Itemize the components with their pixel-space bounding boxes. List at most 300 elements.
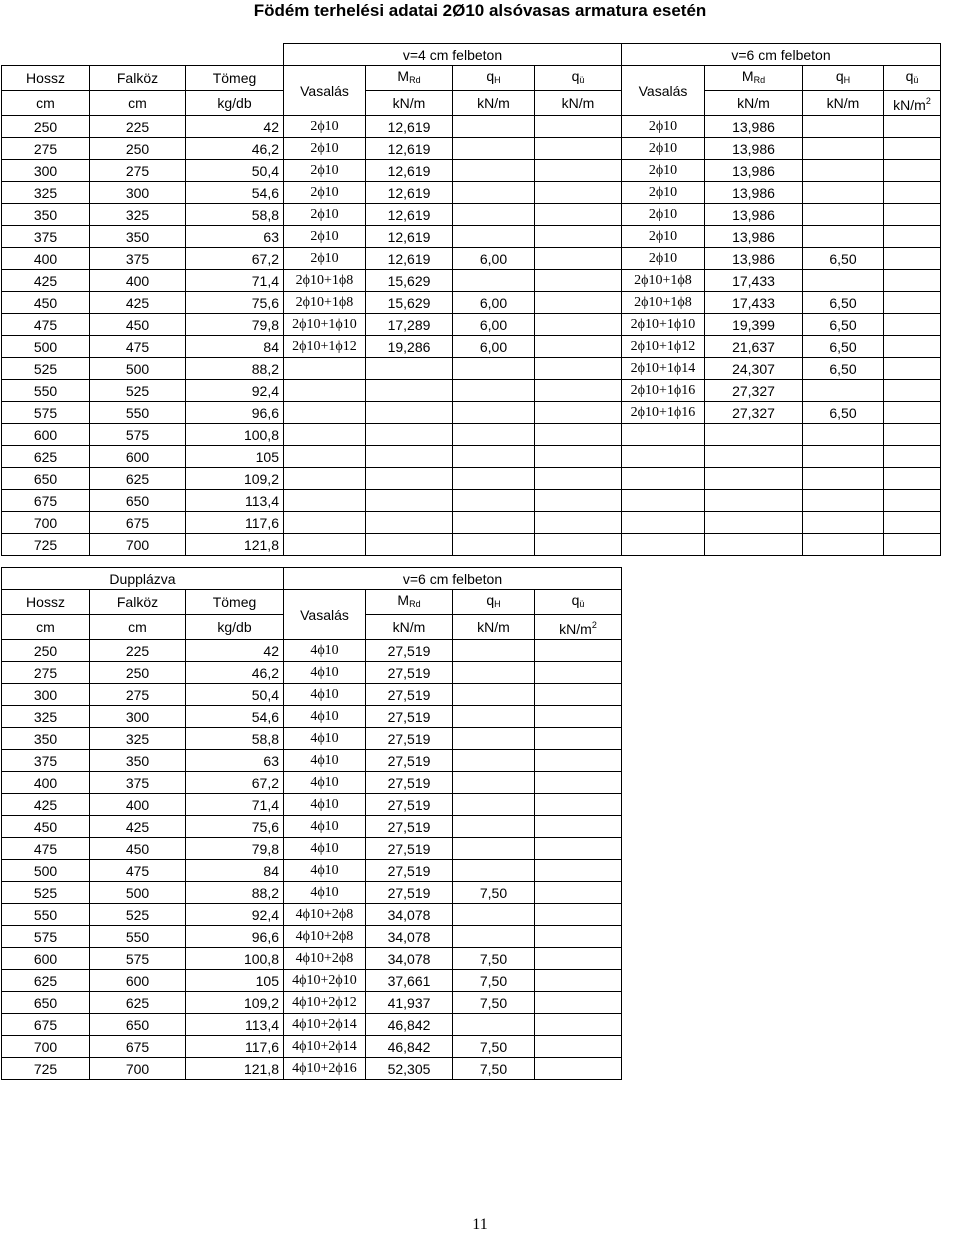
cell-hossz: 575	[2, 402, 90, 424]
table-row	[2, 882, 622, 904]
table-row	[2, 468, 941, 490]
cell-falkoz: 250	[90, 662, 186, 684]
cell-vasalas: 4ϕ10+2ϕ10	[284, 970, 366, 992]
cell-hossz: 325	[2, 706, 90, 728]
cell-vasalas-v6: 2ϕ10+1ϕ16	[622, 380, 705, 402]
table-row	[2, 728, 622, 750]
cell-qh	[453, 750, 535, 772]
cell-qh-v4	[453, 512, 535, 534]
cell-vasalas-v6	[622, 446, 705, 468]
cell-qu-v4	[535, 424, 622, 446]
cell-qu-v4	[535, 490, 622, 512]
cell-tomeg: 42	[186, 640, 284, 662]
cell-falkoz: 550	[90, 402, 186, 424]
cell-mrd: 27,519	[366, 794, 453, 816]
cell-falkoz: 625	[90, 992, 186, 1014]
cell-qu-v6	[884, 226, 941, 248]
cell-qu-v6	[884, 160, 941, 182]
cell-hossz: 600	[2, 948, 90, 970]
cell-vasalas-v6: 2ϕ10	[622, 138, 705, 160]
cell-qu	[535, 728, 622, 750]
cell-qu	[535, 882, 622, 904]
cell-mrd: 34,078	[366, 904, 453, 926]
cell-vasalas-v6: 2ϕ10+1ϕ8	[622, 270, 705, 292]
cell-falkoz: 400	[90, 270, 186, 292]
cell-qu-v4	[535, 270, 622, 292]
table-row	[2, 402, 941, 424]
cell-vasalas: 4ϕ10+2ϕ16	[284, 1058, 366, 1080]
cell-qu-v4	[535, 380, 622, 402]
cell-falkoz: 225	[90, 116, 186, 138]
table-row	[2, 1014, 622, 1036]
cell-tomeg: 88,2	[186, 358, 284, 380]
cell-qh: 7,50	[453, 970, 535, 992]
cell-vasalas: 4ϕ10	[284, 794, 366, 816]
cell-mrd-v6: 24,307	[705, 358, 803, 380]
cell-mrd: 27,519	[366, 640, 453, 662]
cell-mrd-v4: 12,619	[366, 226, 453, 248]
table-row	[2, 750, 622, 772]
cell-tomeg: 84	[186, 336, 284, 358]
cell-vasalas: 4ϕ10	[284, 838, 366, 860]
cell-qu	[535, 750, 622, 772]
cell-qu-v4	[535, 512, 622, 534]
cell-mrd: 34,078	[366, 948, 453, 970]
cell-qu-v6	[884, 446, 941, 468]
cell-qh-v4: 6,00	[453, 292, 535, 314]
col-header-vasalas-v4: Vasalás	[284, 66, 366, 116]
cell-qu-v4	[535, 116, 622, 138]
cell-vasalas: 4ϕ10	[284, 816, 366, 838]
cell-qh-v6	[803, 468, 884, 490]
cell-falkoz: 675	[90, 1036, 186, 1058]
cell-hossz: 700	[2, 1036, 90, 1058]
cell-tomeg: 100,8	[186, 948, 284, 970]
cell-qh-v4	[453, 160, 535, 182]
table-row	[2, 1036, 622, 1058]
cell-falkoz: 600	[90, 970, 186, 992]
cell-vasalas-v6: 2ϕ10+1ϕ14	[622, 358, 705, 380]
cell-mrd-v4	[366, 424, 453, 446]
cell-hossz: 550	[2, 380, 90, 402]
cell-qh-v4	[453, 182, 535, 204]
cell-tomeg: 63	[186, 226, 284, 248]
unit-mrd-v4: kN/m	[366, 91, 453, 116]
cell-mrd: 27,519	[366, 772, 453, 794]
cell-qh-v4: 6,00	[453, 314, 535, 336]
cell-qh: 7,50	[453, 1058, 535, 1080]
cell-mrd-v6: 13,986	[705, 204, 803, 226]
cell-falkoz: 425	[90, 816, 186, 838]
col-header-hossz: Hossz	[2, 590, 90, 615]
cell-tomeg: 79,8	[186, 838, 284, 860]
table-row	[2, 992, 622, 1014]
cell-vasalas-v4: 2ϕ10+1ϕ8	[284, 270, 366, 292]
cell-vasalas-v6: 2ϕ10+1ϕ10	[622, 314, 705, 336]
cell-qh	[453, 816, 535, 838]
cell-vasalas-v4	[284, 402, 366, 424]
cell-qu-v4	[535, 248, 622, 270]
cell-qh-v4	[453, 534, 535, 556]
col-header-falkoz: Falköz	[90, 66, 186, 91]
cell-vasalas-v4: 2ϕ10+1ϕ10	[284, 314, 366, 336]
cell-qh: 7,50	[453, 948, 535, 970]
cell-tomeg: 88,2	[186, 882, 284, 904]
page-title: Födém terhelési adatai 2Ø10 alsóvasas armatura esetén	[253, 1, 707, 20]
table-row	[2, 160, 941, 182]
cell-qh-v6	[803, 380, 884, 402]
cell-qu-v4	[535, 314, 622, 336]
table-row	[2, 204, 941, 226]
cell-qu	[535, 860, 622, 882]
cell-tomeg: 58,8	[186, 204, 284, 226]
table-row	[2, 314, 941, 336]
cell-qh-v6: 6,50	[803, 358, 884, 380]
cell-mrd-v6	[705, 490, 803, 512]
cell-mrd-v4: 17,289	[366, 314, 453, 336]
cell-mrd: 27,519	[366, 860, 453, 882]
cell-vasalas-v6: 2ϕ10+1ϕ8	[622, 292, 705, 314]
cell-vasalas-v4: 2ϕ10	[284, 182, 366, 204]
cell-mrd: 46,842	[366, 1014, 453, 1036]
cell-mrd-v6: 27,327	[705, 380, 803, 402]
cell-qh-v6: 6,50	[803, 336, 884, 358]
cell-qu-v4	[535, 292, 622, 314]
cell-hossz: 725	[2, 1058, 90, 1080]
cell-hossz: 625	[2, 970, 90, 992]
cell-mrd: 37,661	[366, 970, 453, 992]
cell-qh-v6: 6,50	[803, 402, 884, 424]
col-header-qh-v4: $q_H$	[453, 66, 535, 91]
cell-tomeg: 58,8	[186, 728, 284, 750]
cell-mrd-v4: 15,629	[366, 292, 453, 314]
cell-qu-v6	[884, 380, 941, 402]
cell-tomeg: 63	[186, 750, 284, 772]
cell-mrd-v4: 12,619	[366, 248, 453, 270]
cell-hossz: 375	[2, 750, 90, 772]
cell-vasalas-v4	[284, 490, 366, 512]
cell-qu-v6	[884, 204, 941, 226]
cell-falkoz: 625	[90, 468, 186, 490]
cell-mrd: 27,519	[366, 816, 453, 838]
cell-hossz: 425	[2, 794, 90, 816]
cell-hossz: 600	[2, 424, 90, 446]
cell-hossz: 550	[2, 904, 90, 926]
cell-vasalas-v4	[284, 358, 366, 380]
cell-tomeg: 84	[186, 860, 284, 882]
table-row	[2, 684, 622, 706]
cell-vasalas-v4	[284, 534, 366, 556]
cell-qu-v6	[884, 424, 941, 446]
cell-mrd: 46,842	[366, 1036, 453, 1058]
cell-mrd-v6: 13,986	[705, 248, 803, 270]
cell-vasalas: 4ϕ10	[284, 772, 366, 794]
unit-falkoz: cm	[90, 91, 186, 116]
cell-qh-v4	[453, 358, 535, 380]
table-group-header-row	[2, 568, 622, 590]
cell-qu	[535, 904, 622, 926]
col-header-qh: $q_H$	[453, 590, 535, 615]
table-row	[2, 446, 941, 468]
cell-qh	[453, 662, 535, 684]
cell-qh-v6	[803, 138, 884, 160]
cell-mrd-v6	[705, 424, 803, 446]
cell-hossz: 450	[2, 292, 90, 314]
cell-mrd: 27,519	[366, 662, 453, 684]
cell-hossz: 350	[2, 728, 90, 750]
cell-vasalas: 4ϕ10	[284, 750, 366, 772]
cell-qh	[453, 772, 535, 794]
cell-vasalas: 4ϕ10	[284, 662, 366, 684]
cell-hossz: 250	[2, 116, 90, 138]
cell-falkoz: 650	[90, 490, 186, 512]
cell-qh-v6	[803, 160, 884, 182]
table-row	[2, 860, 622, 882]
cell-qu-v4	[535, 160, 622, 182]
cell-vasalas: 4ϕ10+2ϕ8	[284, 926, 366, 948]
table-row	[2, 116, 941, 138]
table-unit-row	[2, 91, 941, 116]
cell-qu-v6	[884, 270, 941, 292]
cell-qu	[535, 838, 622, 860]
table-row	[2, 358, 941, 380]
cell-mrd-v6: 13,986	[705, 138, 803, 160]
cell-qh-v6	[803, 424, 884, 446]
cell-mrd: 27,519	[366, 838, 453, 860]
cell-tomeg: 71,4	[186, 270, 284, 292]
cell-vasalas-v4: 2ϕ10	[284, 226, 366, 248]
table-row	[2, 816, 622, 838]
table-row	[2, 904, 622, 926]
table-row	[2, 270, 941, 292]
cell-qh-v6: 6,50	[803, 248, 884, 270]
cell-vasalas-v6: 2ϕ10	[622, 160, 705, 182]
cell-qh	[453, 838, 535, 860]
table-row	[2, 248, 941, 270]
cell-qu-v6	[884, 138, 941, 160]
table-row	[2, 292, 941, 314]
cell-hossz: 425	[2, 270, 90, 292]
cell-falkoz: 325	[90, 728, 186, 750]
table-row	[2, 640, 622, 662]
cell-vasalas-v4: 2ϕ10	[284, 160, 366, 182]
cell-falkoz: 650	[90, 1014, 186, 1036]
cell-qh	[453, 904, 535, 926]
cell-hossz: 400	[2, 772, 90, 794]
cell-falkoz: 450	[90, 838, 186, 860]
cell-falkoz: 425	[90, 292, 186, 314]
cell-mrd: 34,078	[366, 926, 453, 948]
unit-qu-v6: $kN/m^2$	[884, 91, 941, 116]
cell-vasalas-v4: 2ϕ10	[284, 248, 366, 270]
cell-falkoz: 600	[90, 446, 186, 468]
cell-hossz: 275	[2, 138, 90, 160]
cell-mrd-v6: 21,637	[705, 336, 803, 358]
cell-falkoz: 525	[90, 380, 186, 402]
cell-mrd-v4: 12,619	[366, 116, 453, 138]
cell-falkoz: 500	[90, 882, 186, 904]
cell-qh-v6	[803, 490, 884, 512]
cell-mrd: 27,519	[366, 882, 453, 904]
cell-tomeg: 109,2	[186, 468, 284, 490]
cell-qh	[453, 728, 535, 750]
unit-qu-v4: kN/m	[535, 91, 622, 116]
cell-falkoz: 300	[90, 706, 186, 728]
cell-tomeg: 121,8	[186, 534, 284, 556]
cell-mrd: 41,937	[366, 992, 453, 1014]
cell-tomeg: 50,4	[186, 160, 284, 182]
cell-qu	[535, 816, 622, 838]
cell-falkoz: 550	[90, 926, 186, 948]
cell-vasalas-v6: 2ϕ10	[622, 204, 705, 226]
cell-vasalas-v4	[284, 468, 366, 490]
cell-vasalas-v4: 2ϕ10+1ϕ8	[284, 292, 366, 314]
cell-qu	[535, 970, 622, 992]
col-header-qu: $q_ü$	[535, 590, 622, 615]
cell-mrd-v6: 13,986	[705, 226, 803, 248]
cell-falkoz: 225	[90, 640, 186, 662]
cell-mrd-v4: 12,619	[366, 204, 453, 226]
unit-falkoz: cm	[90, 615, 186, 640]
cell-vasalas-v6: 2ϕ10	[622, 182, 705, 204]
cell-vasalas-v6	[622, 424, 705, 446]
cell-vasalas: 4ϕ10+2ϕ12	[284, 992, 366, 1014]
cell-mrd-v4	[366, 512, 453, 534]
cell-hossz: 475	[2, 838, 90, 860]
cell-qu	[535, 926, 622, 948]
cell-vasalas-v6	[622, 490, 705, 512]
table-row	[2, 182, 941, 204]
table-row	[2, 662, 622, 684]
cell-falkoz: 275	[90, 684, 186, 706]
cell-hossz: 575	[2, 926, 90, 948]
cell-tomeg: 113,4	[186, 490, 284, 512]
col-header-tomeg: Tömeg	[186, 590, 284, 615]
cell-qu-v6	[884, 402, 941, 424]
table-group-header-row	[2, 44, 941, 66]
cell-mrd-v6: 13,986	[705, 116, 803, 138]
cell-qh: 7,50	[453, 992, 535, 1014]
page-number: 11	[472, 1216, 488, 1233]
cell-hossz: 300	[2, 160, 90, 182]
cell-hossz: 500	[2, 336, 90, 358]
cell-vasalas: 4ϕ10	[284, 860, 366, 882]
col-header-qu-v4: $q_ü$	[535, 66, 622, 91]
cell-qu-v6	[884, 468, 941, 490]
cell-mrd: 27,519	[366, 750, 453, 772]
cell-qh-v4	[453, 380, 535, 402]
cell-mrd-v6: 13,986	[705, 160, 803, 182]
cell-qh-v6	[803, 270, 884, 292]
cell-tomeg: 96,6	[186, 402, 284, 424]
cell-tomeg: 121,8	[186, 1058, 284, 1080]
table-load-data-2phi10	[1, 43, 941, 556]
cell-falkoz: 700	[90, 1058, 186, 1080]
cell-qh: 7,50	[453, 1036, 535, 1058]
cell-hossz: 375	[2, 226, 90, 248]
cell-qu	[535, 794, 622, 816]
cell-hossz: 675	[2, 490, 90, 512]
cell-qh-v6	[803, 534, 884, 556]
cell-hossz: 450	[2, 816, 90, 838]
cell-hossz: 525	[2, 882, 90, 904]
cell-mrd-v4: 12,619	[366, 182, 453, 204]
col-header-vasalas: Vasalás	[284, 590, 366, 640]
cell-falkoz: 575	[90, 424, 186, 446]
cell-falkoz: 275	[90, 160, 186, 182]
cell-qh-v4	[453, 204, 535, 226]
cell-qu-v6	[884, 292, 941, 314]
cell-mrd-v6: 27,327	[705, 402, 803, 424]
cell-tomeg: 117,6	[186, 1036, 284, 1058]
col-header-mrd: $M_{Rd}$	[366, 590, 453, 615]
cell-tomeg: 67,2	[186, 772, 284, 794]
cell-qh-v4	[453, 446, 535, 468]
cell-tomeg: 117,6	[186, 512, 284, 534]
unit-mrd: kN/m	[366, 615, 453, 640]
cell-qh-v4	[453, 138, 535, 160]
cell-qu	[535, 706, 622, 728]
unit-qh: kN/m	[453, 615, 535, 640]
table-row	[2, 534, 941, 556]
cell-falkoz: 575	[90, 948, 186, 970]
cell-mrd-v6	[705, 468, 803, 490]
cell-mrd: 27,519	[366, 684, 453, 706]
cell-qu-v4	[535, 336, 622, 358]
cell-vasalas-v4: 2ϕ10	[284, 204, 366, 226]
cell-tomeg: 71,4	[186, 794, 284, 816]
cell-qu-v4	[535, 402, 622, 424]
unit-hossz: cm	[2, 91, 90, 116]
table-header-row	[2, 66, 941, 91]
cell-qu	[535, 662, 622, 684]
group-header-v4: v=4 cm felbeton	[284, 44, 622, 66]
cell-hossz: 250	[2, 640, 90, 662]
cell-qu-v4	[535, 468, 622, 490]
cell-falkoz: 475	[90, 336, 186, 358]
cell-vasalas-v6: 2ϕ10+1ϕ16	[622, 402, 705, 424]
cell-hossz: 650	[2, 468, 90, 490]
cell-qh	[453, 1014, 535, 1036]
cell-hossz: 325	[2, 182, 90, 204]
cell-falkoz: 500	[90, 358, 186, 380]
cell-qu-v4	[535, 138, 622, 160]
cell-qu-v4	[535, 204, 622, 226]
cell-falkoz: 350	[90, 226, 186, 248]
table-load-data-doubled	[1, 567, 622, 1080]
cell-vasalas: 4ϕ10+2ϕ8	[284, 948, 366, 970]
cell-falkoz: 350	[90, 750, 186, 772]
cell-qu-v6	[884, 512, 941, 534]
cell-qh-v4: 6,00	[453, 248, 535, 270]
cell-qu-v4	[535, 446, 622, 468]
table-row	[2, 838, 622, 860]
unit-qh-v6: kN/m	[803, 91, 884, 116]
cell-qh-v4	[453, 490, 535, 512]
col-header-mrd-v4: $M_{Rd}$	[366, 66, 453, 91]
cell-qh-v6	[803, 226, 884, 248]
cell-qu-v6	[884, 534, 941, 556]
cell-qu-v6	[884, 490, 941, 512]
cell-qu-v4	[535, 182, 622, 204]
cell-mrd-v4	[366, 490, 453, 512]
cell-mrd-v4	[366, 534, 453, 556]
cell-vasalas-v6	[622, 468, 705, 490]
cell-qh-v4	[453, 468, 535, 490]
cell-falkoz: 700	[90, 534, 186, 556]
cell-qh-v4	[453, 270, 535, 292]
cell-tomeg: 105	[186, 446, 284, 468]
